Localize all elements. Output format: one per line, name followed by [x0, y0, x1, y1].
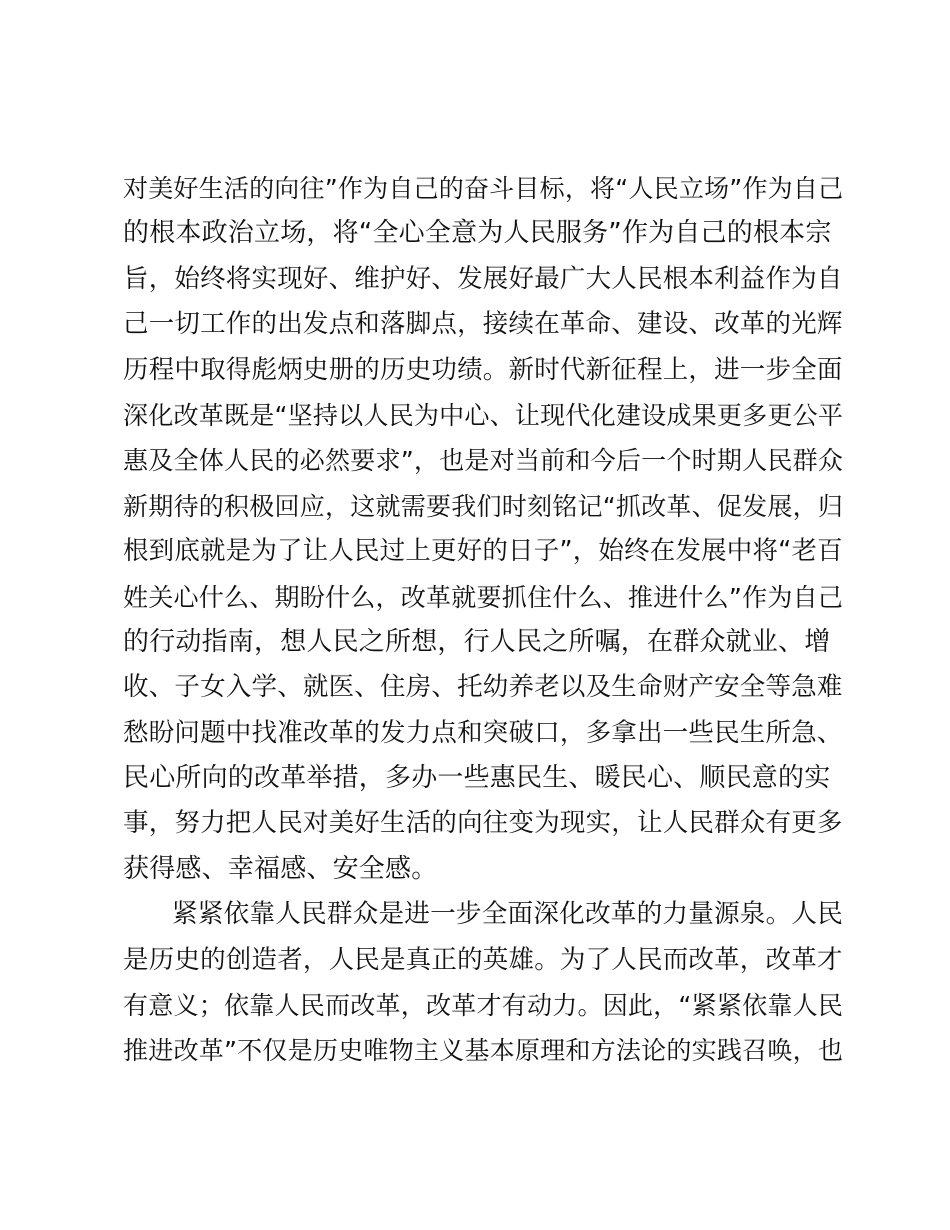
text-line: 惠及全体人民的必然要求”，也是对当前和今后一个时期人民群众	[123, 446, 844, 476]
body-text	[123, 166, 843, 1074]
text-line: 事，努力把人民对美好生活的向往变为现实，让人民群众有更多	[123, 808, 843, 839]
text-line: 对美好生活的向往”作为自己的奋斗目标，将“人民立场”作为自己	[123, 174, 844, 203]
text-line: 获得感、幸福感、安全感。	[123, 853, 438, 884]
text-line: 己一切工作的出发点和落脚点，接续在革命、建设、改革的光辉	[123, 309, 843, 340]
text-line: 新期待的积极回应，这就需要我们时刻铭记“抓改革、促发展，归	[123, 491, 844, 521]
text-line: 的根本政治立场，将“全心全意为人民服务”作为自己的根本宗	[123, 218, 832, 249]
text-line: 愁盼问题中找准改革的发力点和突破口，多拿出一些民生所急、	[123, 717, 843, 748]
text-line: 的行动指南，想人民之所想，行人民之所嘱，在群众就业、增	[123, 626, 831, 657]
text-line: 根到底就是为了让人民过上更好的日子”，始终在发展中将“老百	[123, 536, 843, 567]
text-line: 收、子女入学、就医、住房、托幼养老以及生命财产安全等急难	[123, 672, 843, 703]
text-line: 是历史的创造者，人民是真正的英雄。为了人民而改革，改革才	[123, 944, 843, 975]
text-line: 推进改革”不仅是历史唯物主义基本原理和方法论的实践召唤，也	[123, 1036, 844, 1066]
paragraph-first-line: 紧紧依靠人民群众是进一步全面深化改革的力量源泉。人民	[172, 899, 844, 930]
text-line: 民心所向的改革举措，多办一些惠民生、暖民心、顺民意的实	[123, 763, 831, 794]
text-line: 姓关心什么、期盼什么，改革就要抓住什么、推进什么”作为自己	[123, 582, 844, 612]
text-line: 旨，始终将实现好、维护好、发展好最广大人民根本利益作为自	[123, 263, 843, 294]
text-line: 深化改革既是“坚持以人民为中心、让现代化建设成果更多更公平	[123, 400, 844, 430]
text-line: 有意义；依靠人民而改革，改革才有动力。因此，“紧紧依靠人民	[123, 991, 844, 1021]
text-line: 历程中取得彪炳史册的历史功绩。新时代新征程上，进一步全面	[123, 354, 843, 385]
